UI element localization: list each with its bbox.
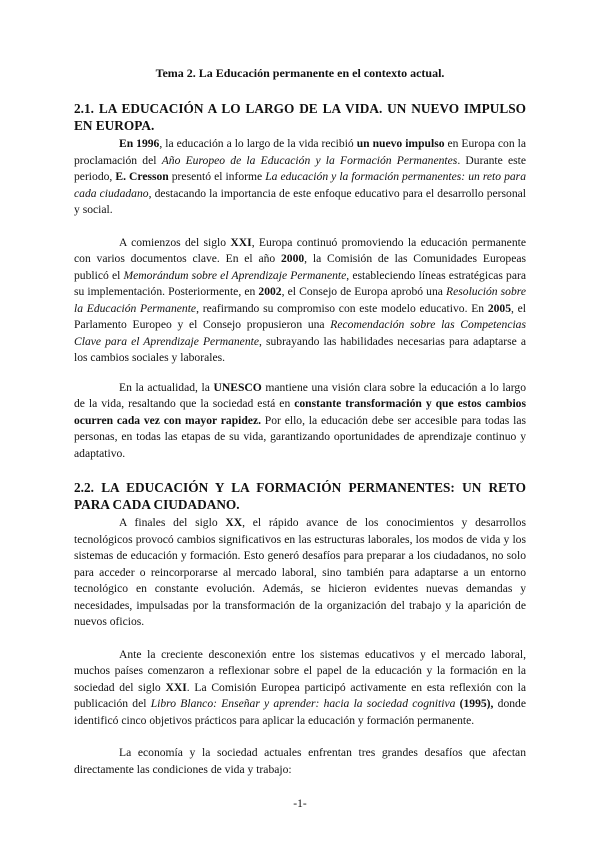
italic-text: La educación y la formación permanentes: un reto para cada ciudadano	[74, 170, 526, 200]
document-title: Tema 2. La Educación permanente en el contexto actual.	[155, 66, 445, 80]
text-run: , subrayando las habilidades necesarias para adaptarse a los cambios sociales y laborales.	[74, 334, 527, 364]
bold-text: un nuevo impulso	[356, 137, 445, 150]
text-run: Por ello, la educación debe ser accesible para todas las personas, en todas las etapas de su vida, garantizando oportunidades de aprendizaje continuo y adaptativo.	[74, 413, 526, 460]
bold-text: XXI	[230, 235, 252, 249]
italic-text: Año Europeo de la Educación y la Formación Permanentes	[161, 153, 458, 167]
text-run: . La Comisión Europea participó activamente en esta reflexión con la publicación del	[74, 680, 527, 710]
bold-text: 2005	[487, 301, 511, 315]
bold-text: UNESCO	[213, 380, 262, 394]
paragraph	[74, 515, 526, 631]
text-run: , la educación a lo largo de la vida recibió	[159, 137, 357, 150]
paragraph	[74, 647, 526, 730]
italic-text: Libro Blanco: Enseñar y aprender: hacia la sociedad cognitiva	[150, 697, 456, 710]
text-run: donde identificó cinco objetivos prácticos para aplicar la educación y formación permanente.	[74, 697, 526, 727]
paragraph	[74, 235, 526, 367]
bold-text: XX	[225, 516, 243, 529]
bold-text: E. Cresson	[115, 170, 169, 183]
text-run: , la Comisión de las Comunidades Europeas publicó el	[74, 252, 526, 282]
bold-text: XXI	[165, 680, 187, 694]
text-run: . Durante este periodo,	[74, 153, 526, 183]
text-run: Ante la creciente desconexión entre los sistemas educativos y el mercado laboral, muchos países comenzaron a reflexionar sobre el papel de la educación y la formación en la sociedad del siglo	[74, 647, 526, 694]
italic-text: Resolución sobre la Educación Permanente	[74, 285, 526, 315]
bold-text: (1995),	[459, 697, 494, 710]
bold-text: En 1996	[119, 137, 160, 150]
italic-text: Memorándum sobre el Aprendizaje Permanente	[123, 268, 347, 282]
text-run: , el Parlamento Europeo y el Consejo propusieron una	[74, 301, 526, 331]
text-run: La economía y la sociedad actuales enfrentan tres grandes desafíos que afectan directamente las condiciones de vida y trabajo:	[74, 746, 526, 776]
paragraph	[74, 136, 526, 219]
section-heading-2-1: 2.1. LA EDUCACIÓN A LO LARGO DE LA VIDA. UN NUEVO IMPULSO EN EUROPA.	[74, 101, 526, 133]
text-run: , el rápido avance de los conocimientos y desarrollos tecnológicos provocó cambios significativos en las estructuras laborales, los modos de vida y los sistemas de educación y formación. Esto generó desafíos para preparar a los ciudadanos, no solo para acceder o reincorporarse al mercado laboral, sino también para adaptarse a un entorno tecnológico en constante evolución. Además, se hicieron evidentes nuevas demandas y necesidades, impulsadas por la transformación de la organización del trabajo y la aparición de nuevos oficios.	[74, 516, 526, 628]
text-run: A comienzos del siglo	[119, 235, 231, 249]
bold-text: constante transformación y que estos cambios ocurren cada vez con mayor rapidez.	[74, 397, 526, 427]
text-run: mantiene una visión clara sobre la educación a lo largo de la vida, resaltando que la sociedad está en	[74, 380, 526, 410]
text-run: , estableciendo líneas estratégicas para su implementación. Posteriormente, en	[74, 268, 526, 298]
text-run: A finales del siglo	[119, 516, 226, 529]
paragraph	[74, 380, 526, 463]
text-run: , Europa continuó promoviendo la educación permanente con varios documentos clave. En el año	[74, 235, 526, 265]
section-heading-2-2: 2.2. LA EDUCACIÓN Y LA FORMACIÓN PERMANENTES: UN RETO PARA CADA CIUDADANO.	[74, 480, 526, 512]
page-number: -1-	[293, 798, 307, 810]
bold-text: 2000	[280, 252, 305, 265]
paragraph	[74, 745, 526, 778]
text-run: , destacando la importancia de este enfoque educativo para el desarrollo personal y social.	[74, 186, 526, 216]
italic-text: Recomendación sobre las Competencias Clave para el Aprendizaje Permanente	[74, 318, 526, 348]
text-run: presentó el informe	[168, 170, 266, 183]
text-run: en Europa con la proclamación del	[74, 137, 526, 167]
text-run: , reafirmando su compromiso con este modelo educativo. En	[196, 301, 488, 315]
text-run: , el Consejo de Europa aprobó una	[281, 285, 447, 298]
document-page	[74, 66, 526, 778]
bold-text: 2002	[258, 285, 282, 298]
text-run: En la actualidad, la	[119, 380, 214, 394]
